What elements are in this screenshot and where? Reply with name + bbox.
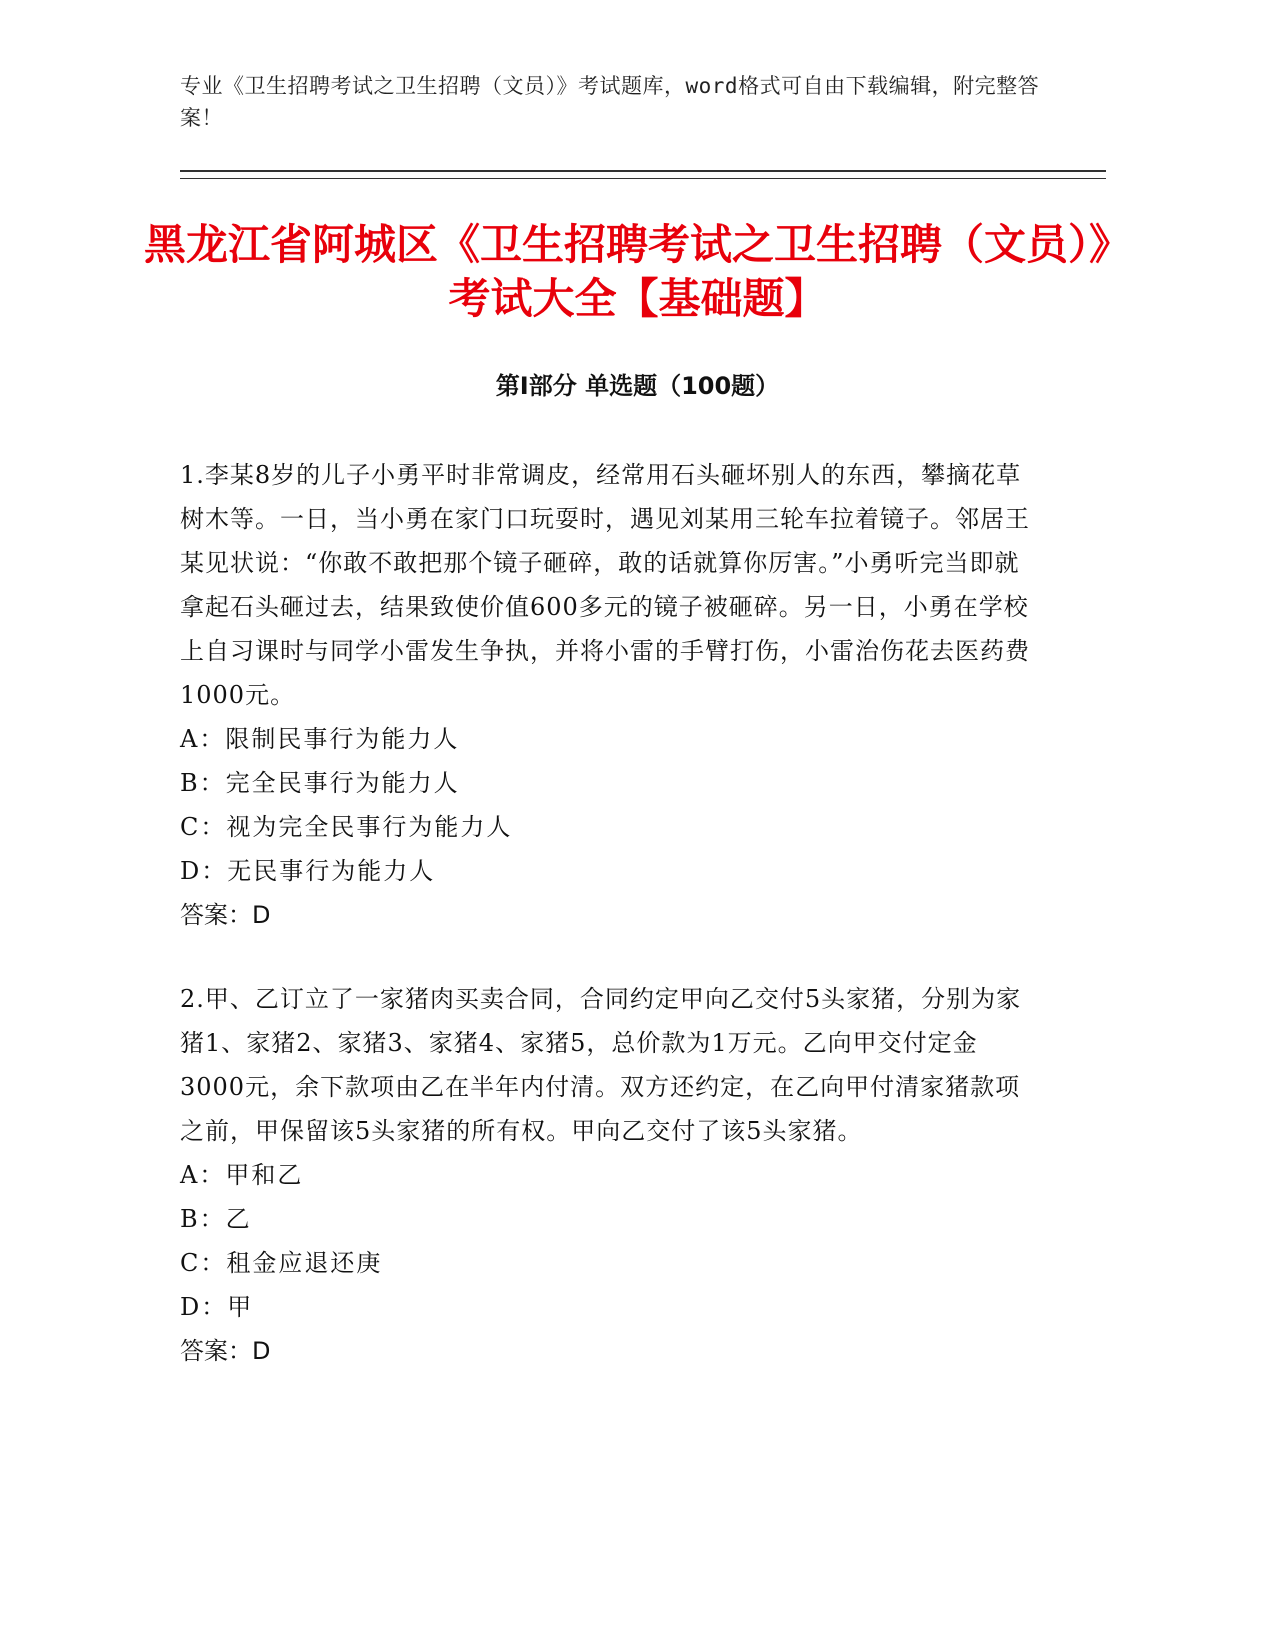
option-b: B：完全民事行为能力人: [180, 769, 460, 797]
section-heading: 第Ⅰ部分 单选题（100题）: [495, 372, 780, 400]
header-divider-thin: [180, 178, 1106, 179]
header-divider-thick: [180, 170, 1106, 172]
option-b: B：乙: [180, 1205, 252, 1233]
option-d: D：无民事行为能力人: [180, 857, 436, 885]
question-1: [180, 453, 1030, 937]
document-title: 黑龙江省阿城区《卫生招聘考试之卫生招聘（文员）》考试大全【基础题】: [143, 220, 1131, 323]
question-stem: 1.李某8岁的儿子小勇平时非常调皮，经常用石头砸坏别人的东西，攀摘花草树木等。一日，当小勇在家门口玩耍时，遇见刘某用三轮车拉着镜子。邻居王某见状说：“你敢不敢把那个镜子砸碎，敢的话就算你厉害。”小勇听完当即就拿起石头砸过去，结果致使价值600多元的镜子被砸碎。另一日，小勇在学校上自习课时与同学小雷发生争执，并将小雷的手臂打伤，小雷治伤花去医药费1000元。: [180, 461, 1030, 709]
option-d: D：甲: [180, 1293, 254, 1321]
question-stem: 2.甲、乙订立了一家猪肉买卖合同，合同约定甲向乙交付5头家猪，分别为家猪1、家猪2、家猪3、家猪4、家猪5，总价款为1万元。乙向甲交付定金3000元，余下款项由乙在半年内付清。双方还约定，在乙向甲付清家猪款项之前，甲保留该5头家猪的所有权。甲向乙交付了该5头家猪。: [180, 985, 1022, 1145]
header-note: 专业《卫生招聘考试之卫生招聘（文员）》考试题库，word格式可自由下载编辑，附完整答案！: [180, 74, 1040, 130]
answer-line: 答案：D: [180, 901, 271, 929]
option-c: C：租金应退还庚: [180, 1249, 383, 1277]
option-a: A：限制民事行为能力人: [180, 725, 460, 753]
option-c: C：视为完全民事行为能力人: [180, 813, 513, 841]
option-a: A：甲和乙: [180, 1161, 304, 1189]
question-2: [180, 977, 1030, 1373]
answer-line: 答案：D: [180, 1337, 271, 1365]
